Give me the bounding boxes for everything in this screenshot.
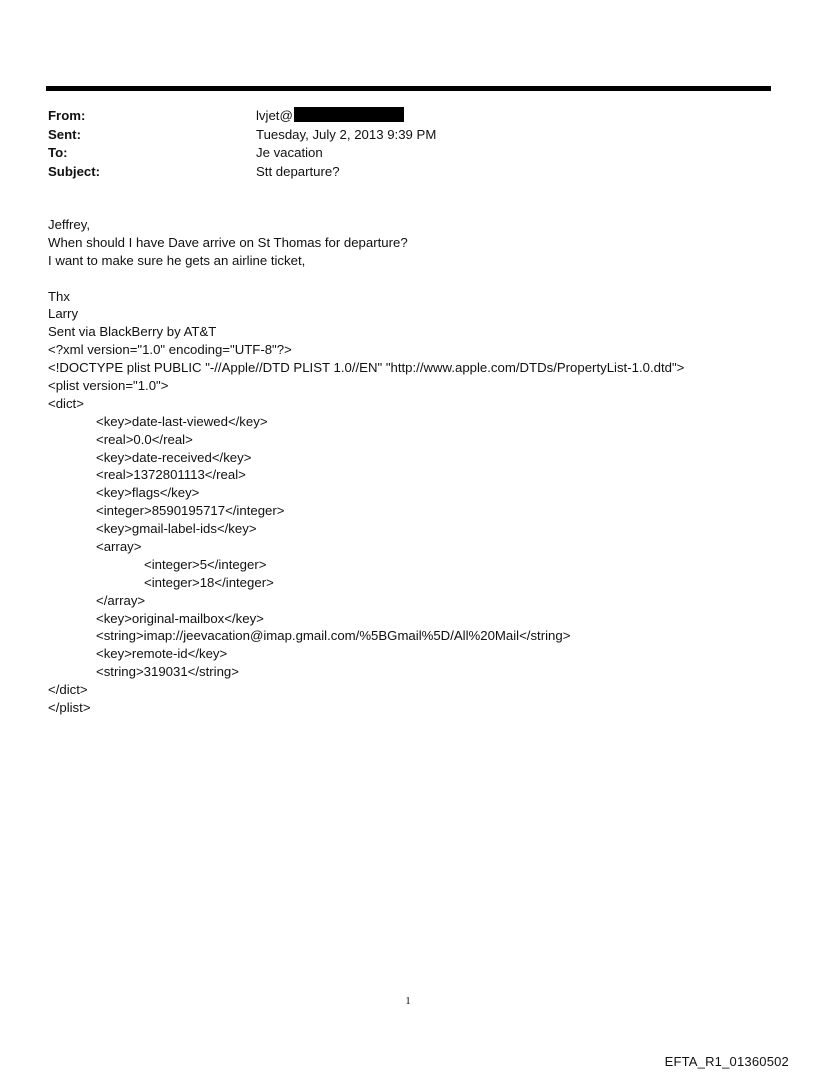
page-number: 1 <box>405 995 411 1007</box>
plist-key: <key>date-last-viewed</key> <box>96 413 268 429</box>
email-body <box>48 216 788 717</box>
header-rule <box>46 86 771 91</box>
blank-line <box>48 270 788 288</box>
plist-close-tag: </plist> <box>48 700 91 716</box>
plist-key: <key>original-mailbox</key> <box>96 610 264 626</box>
array-close-tag: </array> <box>96 592 146 608</box>
redaction-box <box>294 107 404 122</box>
to-row <box>48 144 748 163</box>
plist-key: <key>date-received</key> <box>96 449 252 465</box>
plist-doctype: <!DOCTYPE plist PUBLIC "-//Apple//DTD PLIST 1.0//EN" "http://www.apple.com/DTDs/PropertyList-1.0.dtd"> <box>48 360 685 376</box>
dict-open-tag: <dict> <box>48 395 84 411</box>
array-open-tag: <array> <box>96 539 142 555</box>
plist-value: <real>0.0</real> <box>96 431 193 447</box>
subject-label: Subject: <box>48 163 101 179</box>
plist-xml-declaration: <?xml version="1.0" encoding="UTF-8"?> <box>48 342 292 358</box>
body-line: When should I have Dave arrive on St Thomas for departure? <box>48 234 408 250</box>
plist-value: <string>imap://jeevacation@imap.gmail.com/%5BGmail%5D/All%20Mail</string> <box>96 628 571 644</box>
array-item: <integer>5</integer> <box>144 556 267 572</box>
sent-label: Sent: <box>48 126 81 142</box>
subject-value: Stt departure? <box>256 163 340 179</box>
subject-row <box>48 163 748 182</box>
thanks: Thx <box>48 288 70 304</box>
from-row <box>48 107 748 126</box>
sent-value: Tuesday, July 2, 2013 9:39 PM <box>256 126 437 142</box>
plist-value: <integer>8590195717</integer> <box>96 503 285 519</box>
plist-value: <string>319031</string> <box>96 664 239 680</box>
to-value: Je vacation <box>256 145 323 160</box>
sent-row <box>48 126 748 145</box>
plist-open-tag: <plist version="1.0"> <box>48 378 169 394</box>
signature-name: Larry <box>48 306 79 322</box>
signature-device: Sent via BlackBerry by AT&T <box>48 324 217 340</box>
to-label: To: <box>48 145 68 160</box>
array-item: <integer>18</integer> <box>144 574 274 590</box>
bates-number: EFTA_R1_01360502 <box>664 1054 789 1069</box>
greeting: Jeffrey, <box>48 217 91 232</box>
plist-key: <key>remote-id</key> <box>96 646 228 662</box>
from-address: lvjet@ <box>256 108 293 123</box>
plist-key: <key>gmail-label-ids</key> <box>96 521 257 537</box>
body-line: I want to make sure he gets an airline ticket, <box>48 252 306 268</box>
email-headers <box>48 107 748 181</box>
from-value <box>256 107 404 126</box>
plist-key: <key>flags</key> <box>96 485 200 501</box>
dict-close-tag: </dict> <box>48 682 88 698</box>
plist-value: <real>1372801113</real> <box>96 467 246 483</box>
from-label: From: <box>48 108 86 123</box>
